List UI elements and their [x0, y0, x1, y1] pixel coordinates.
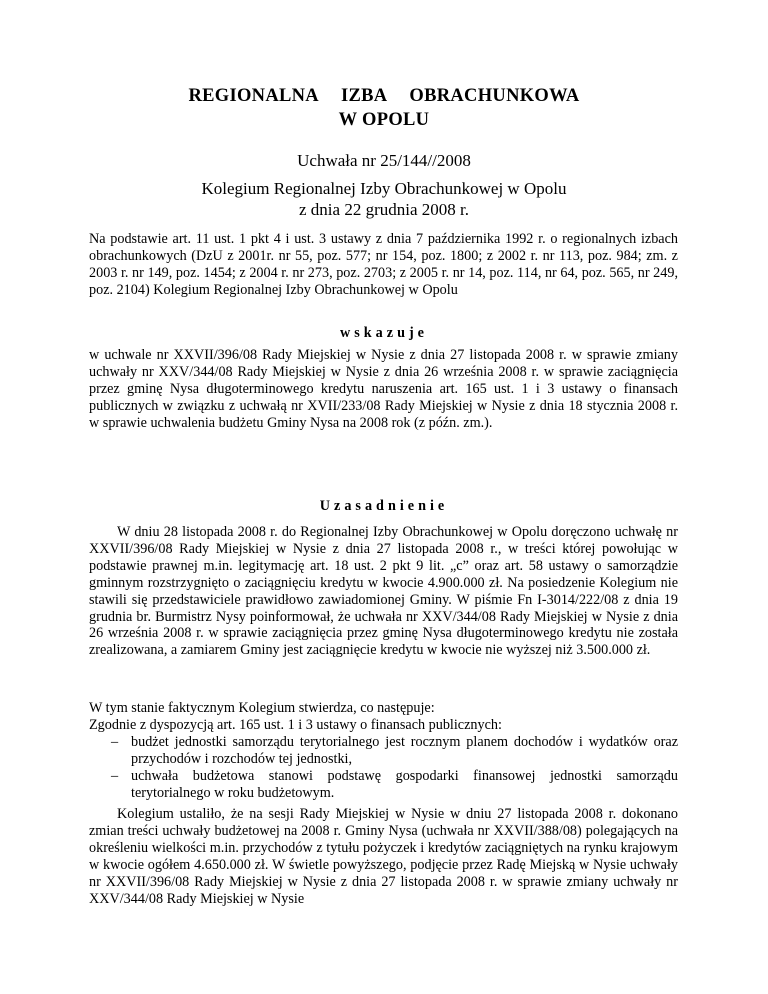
wskazuje-heading: wskazuje [340, 325, 428, 341]
bullet-dash: – [111, 734, 119, 750]
list-item-text: uchwała budżetowa stanowi podstawę gospodarki finansowej jednostki samorządu terytorialnego w roku budżetowym. [131, 768, 678, 801]
findings-intro: W tym stanie faktycznym Kolegium stwierdza, co następuje: [89, 700, 435, 716]
list-item [89, 768, 678, 802]
resolution-date: z dnia 22 grudnia 2008 r. [299, 200, 469, 219]
resolution-issuing-body: Kolegium Regionalnej Izby Obrachunkowej w Opolu [201, 179, 567, 198]
final-paragraph: Kolegium ustaliło, że na sesji Rady Miejskiej w Nysie w dniu 27 listopada 2008 r. dokonano zmian treści uchwały budżetowej na 2008 r. Gminy Nysa (uchwała nr XXVII/388/08) polegających na określeniu wielkości m.in. przychodów z tytułu pożyczek i kredytów zaciągniętych na rynku krajowym w kwocie ogółem 4.650.000 zł. W świetle powyższego, podjęcie przez Radę Miejską w Nysie uchwały nr XXVII/396/08 Rady Miejskiej w Nysie z dnia 27 listopada 2008 r. w sprawie zmiany uchwały nr XXV/344/08 Rady Miejskiej w Nysie [89, 806, 678, 907]
institution-word-regionalna: REGIONALNA [188, 86, 319, 106]
wskazuje-paragraph: w uchwale nr XXVII/396/08 Rady Miejskiej w Nysie z dnia 27 listopada 2008 r. w sprawie zmiany uchwały nr XXV/344/08 Rady Miejskiej w Nysie z dnia 26 września 2008 r. w sprawie zaciągnięcia przez gminę Nysa długoterminowego kredytu naruszenia art. 165 ust. 1 i 3 ustawy o finansach publicznych w związku z uchwałą nr XVII/233/08 Rady Miejskiej w Nysie z dnia 18 stycznia 2008 r. w sprawie uchwalenia budżetu Gminy Nysa na 2008 rok (z późn. zm.). [89, 347, 678, 431]
institution-word-obrachunkowa: OBRACHUNKOWA [409, 86, 580, 106]
institution-word-izba: IZBA [340, 86, 388, 106]
bullet-dash: – [111, 768, 119, 784]
uzasadnienie-paragraph: W dniu 28 listopada 2008 r. do Regionalnej Izby Obrachunkowej w Opolu doręczono uchwałę nr XXVII/396/08 Rady Miejskiej w Nysie z dnia 27 listopada 2008 r., w treści której powołując w podstawie prawnej m.in. legitymację art. 18 ust. 2 pkt 9 lit. „c” oraz art. 58 ustawy o samorządzie gminnym rozstrzygnięto o zaciągnięciu kredytu w kwocie 4.900.000 zł. Na posiedzenie Kolegium nie stawili się przedstawiciele prawidłowo zawiadomionej Gminy. W piśmie Fn I-3014/222/08 z dnia 19 grudnia br. Burmistrz Nysy poinformował, że uchwała nr XXV/344/08 Rady Miejskiej w Nysie z dnia 26 września 2008 r. w sprawie zaciągnięcia przez gminę Nysa długoterminowego kredytu nie została zrealizowana, a zamiarem Gminy jest zaciągnięcie kredytu w kwocie nie wyższej niż 3.500.000 zł. [89, 524, 678, 659]
institution-name-line1 [0, 84, 768, 108]
resolution-number: Uchwała nr 25/144//2008 [297, 151, 471, 170]
uzasadnienie-heading: Uzasadnienie [319, 498, 449, 514]
legal-basis-intro: Zgodnie z dyspozycją art. 165 ust. 1 i 3 ustawy o finansach publicznych: [89, 717, 502, 733]
preamble-paragraph: Na podstawie art. 11 ust. 1 pkt 4 i ust. 3 ustawy z dnia 7 października 1992 r. o regionalnych izbach obrachunkowych (DzU z 2001r. nr 55, poz. 577; nr 154, poz. 1800; z 2002 r. nr 113, poz. 984; zm. z 2003 r. nr 149, poz. 1454; z 2004 r. nr 273, poz. 2703; z 2005 r. nr 14, poz. 114, nr 64, poz. 565, nr 249, poz. 2104) Kolegium Regionalnej Izby Obrachunkowej w Opolu [89, 231, 678, 298]
institution-name-line2: W OPOLU [338, 110, 430, 130]
list-item-text: budżet jednostki samorządu terytorialnego jest rocznym planem dochodów i wydatków oraz przychodów i rozchodów tej jednostki, [131, 734, 678, 767]
list-item [89, 734, 678, 768]
